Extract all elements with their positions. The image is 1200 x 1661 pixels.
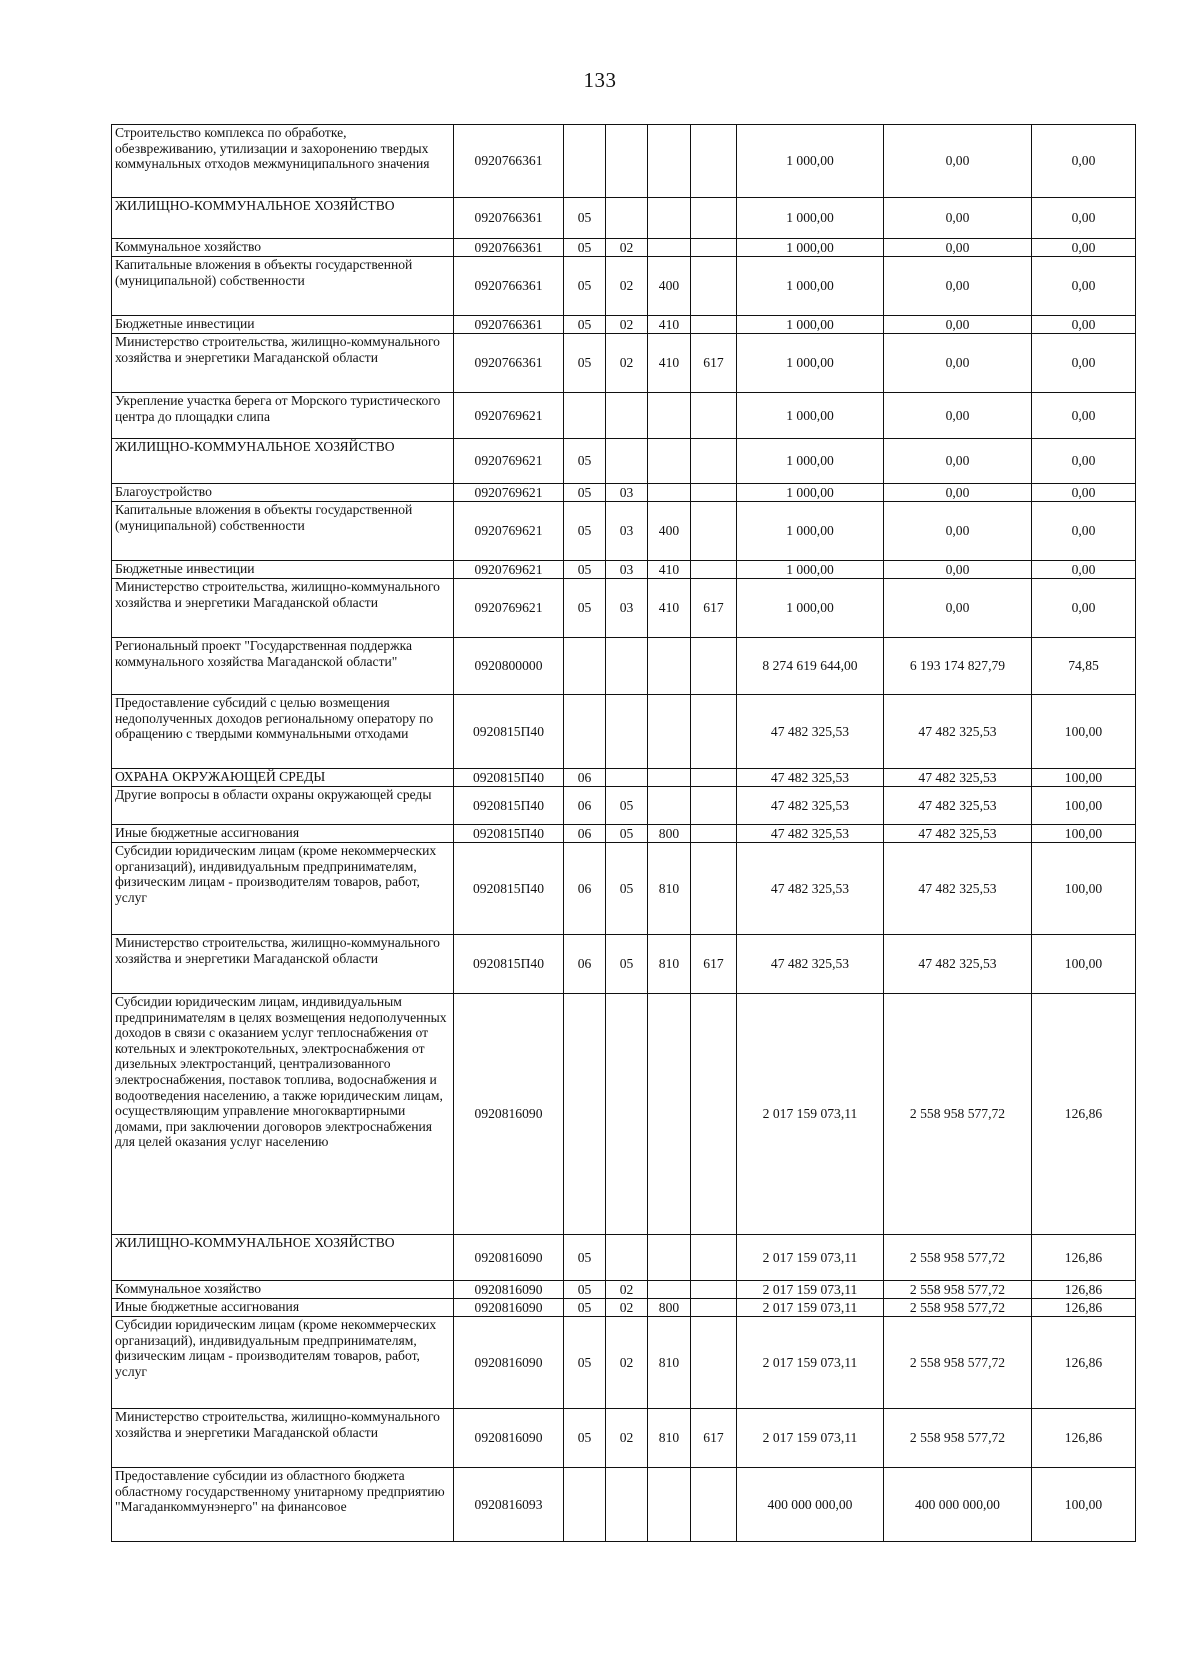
- row-code: 0920769621: [454, 393, 564, 439]
- table-row: [112, 935, 1136, 994]
- row-section: 06: [564, 787, 606, 825]
- row-name: Предоставление субсидии из областного бюджета областному государственному унитарному предприятию "Магаданкоммунэнерго" на финансовое: [112, 1468, 454, 1542]
- row-subsection: [606, 1235, 648, 1281]
- row-expense-type: [648, 239, 691, 257]
- row-percent: 100,00: [1032, 695, 1136, 769]
- row-grbs: [691, 843, 737, 935]
- row-code: 0920816090: [454, 1235, 564, 1281]
- row-plan-amount: 47 482 325,53: [737, 935, 884, 994]
- row-code: 0920766361: [454, 334, 564, 393]
- row-name: Министерство строительства, жилищно-коммунального хозяйства и энергетики Магаданской области: [112, 579, 454, 638]
- row-code: 0920769621: [454, 579, 564, 638]
- row-percent: 100,00: [1032, 1468, 1136, 1542]
- row-actual-amount: 47 482 325,53: [884, 825, 1032, 843]
- row-expense-type: 410: [648, 579, 691, 638]
- row-code: 0920816090: [454, 1299, 564, 1317]
- row-subsection: 03: [606, 502, 648, 561]
- table-row: [112, 257, 1136, 316]
- table-row: [112, 1468, 1136, 1542]
- row-section: 05: [564, 1235, 606, 1281]
- row-code: 0920769621: [454, 502, 564, 561]
- row-subsection: [606, 638, 648, 695]
- row-subsection: 02: [606, 1317, 648, 1409]
- row-percent: 100,00: [1032, 787, 1136, 825]
- row-percent: 0,00: [1032, 257, 1136, 316]
- row-name: Субсидии юридическим лицам (кроме некоммерческих организаций), индивидуальным предпринимателям, физическим лицам - производителям товаров, работ, услуг: [112, 843, 454, 935]
- row-expense-type: [648, 1468, 691, 1542]
- row-code: 0920815П40: [454, 787, 564, 825]
- row-code: 0920769621: [454, 484, 564, 502]
- row-grbs: 617: [691, 935, 737, 994]
- row-section: 06: [564, 935, 606, 994]
- table-row: [112, 695, 1136, 769]
- row-grbs: [691, 257, 737, 316]
- row-plan-amount: 47 482 325,53: [737, 825, 884, 843]
- row-subsection: 02: [606, 257, 648, 316]
- row-name: Субсидии юридическим лицам (кроме некоммерческих организаций), индивидуальным предпринимателям, физическим лицам - производителям товаров, работ, услуг: [112, 1317, 454, 1409]
- row-expense-type: 400: [648, 502, 691, 561]
- row-plan-amount: 2 017 159 073,11: [737, 1235, 884, 1281]
- table-row: [112, 561, 1136, 579]
- row-percent: 126,86: [1032, 1317, 1136, 1409]
- row-section: 05: [564, 579, 606, 638]
- row-section: 05: [564, 1281, 606, 1299]
- row-actual-amount: 0,00: [884, 125, 1032, 198]
- row-name: Иные бюджетные ассигнования: [112, 825, 454, 843]
- row-percent: 0,00: [1032, 316, 1136, 334]
- row-section: [564, 393, 606, 439]
- row-subsection: 03: [606, 579, 648, 638]
- table-row: [112, 994, 1136, 1235]
- row-grbs: [691, 484, 737, 502]
- row-name: Субсидии юридическим лицам, индивидуальным предпринимателям в целях возмещения недополученных доходов в связи с оказанием услуг теплоснабжения от котельных и электрокотельных, электроснабжения от дизельных электростанций, централизованного электроснабжения, поставок топлива, водоснабжения и водоотведения населению, а также юридическим лицам, осуществляющим управление многоквартирными домами, при заключении договоров электроснабжения для целей оказания услуг населению: [112, 994, 454, 1235]
- row-section: 06: [564, 843, 606, 935]
- row-grbs: [691, 1468, 737, 1542]
- row-actual-amount: 2 558 958 577,72: [884, 1299, 1032, 1317]
- table-row: [112, 579, 1136, 638]
- table-row: [112, 1317, 1136, 1409]
- row-percent: 0,00: [1032, 484, 1136, 502]
- row-expense-type: [648, 125, 691, 198]
- row-section: [564, 695, 606, 769]
- row-percent: 74,85: [1032, 638, 1136, 695]
- row-plan-amount: 1 000,00: [737, 125, 884, 198]
- row-section: 05: [564, 239, 606, 257]
- row-percent: 100,00: [1032, 843, 1136, 935]
- row-subsection: 05: [606, 935, 648, 994]
- row-name: Министерство строительства, жилищно-коммунального хозяйства и энергетики Магаданской области: [112, 935, 454, 994]
- row-actual-amount: 0,00: [884, 439, 1032, 484]
- row-subsection: 02: [606, 1281, 648, 1299]
- row-subsection: [606, 125, 648, 198]
- row-code: 0920815П40: [454, 843, 564, 935]
- row-expense-type: [648, 638, 691, 695]
- row-name: Министерство строительства, жилищно-коммунального хозяйства и энергетики Магаданской области: [112, 1409, 454, 1468]
- table-row: [112, 769, 1136, 787]
- row-subsection: [606, 393, 648, 439]
- row-actual-amount: 400 000 000,00: [884, 1468, 1032, 1542]
- row-expense-type: [648, 439, 691, 484]
- row-actual-amount: 0,00: [884, 239, 1032, 257]
- row-percent: 100,00: [1032, 935, 1136, 994]
- row-expense-type: [648, 695, 691, 769]
- row-actual-amount: 0,00: [884, 484, 1032, 502]
- row-percent: 126,86: [1032, 1235, 1136, 1281]
- row-name: Министерство строительства, жилищно-коммунального хозяйства и энергетики Магаданской области: [112, 334, 454, 393]
- row-grbs: [691, 994, 737, 1235]
- row-expense-type: 410: [648, 334, 691, 393]
- row-expense-type: [648, 393, 691, 439]
- row-expense-type: 810: [648, 935, 691, 994]
- row-plan-amount: 1 000,00: [737, 257, 884, 316]
- row-grbs: 617: [691, 579, 737, 638]
- row-expense-type: 410: [648, 561, 691, 579]
- row-actual-amount: 2 558 958 577,72: [884, 1235, 1032, 1281]
- row-plan-amount: 47 482 325,53: [737, 843, 884, 935]
- page-number: 133: [583, 68, 617, 92]
- row-percent: 0,00: [1032, 393, 1136, 439]
- row-subsection: [606, 769, 648, 787]
- row-percent: 0,00: [1032, 239, 1136, 257]
- row-plan-amount: 400 000 000,00: [737, 1468, 884, 1542]
- row-code: 0920816093: [454, 1468, 564, 1542]
- row-grbs: 617: [691, 1409, 737, 1468]
- row-expense-type: [648, 769, 691, 787]
- row-code: 0920815П40: [454, 769, 564, 787]
- row-subsection: [606, 695, 648, 769]
- row-section: [564, 994, 606, 1235]
- row-expense-type: 810: [648, 1317, 691, 1409]
- row-name: Коммунальное хозяйство: [112, 1281, 454, 1299]
- row-plan-amount: 1 000,00: [737, 579, 884, 638]
- row-grbs: [691, 1281, 737, 1299]
- row-expense-type: 800: [648, 825, 691, 843]
- row-actual-amount: 2 558 958 577,72: [884, 1409, 1032, 1468]
- row-name: ЖИЛИЩНО-КОММУНАЛЬНОЕ ХОЗЯЙСТВО: [112, 1235, 454, 1281]
- row-code: 0920769621: [454, 561, 564, 579]
- row-name: Коммунальное хозяйство: [112, 239, 454, 257]
- row-subsection: 02: [606, 239, 648, 257]
- row-code: 0920815П40: [454, 695, 564, 769]
- row-section: [564, 638, 606, 695]
- row-plan-amount: 2 017 159 073,11: [737, 1317, 884, 1409]
- row-percent: 0,00: [1032, 561, 1136, 579]
- row-section: 05: [564, 257, 606, 316]
- row-percent: 0,00: [1032, 502, 1136, 561]
- row-plan-amount: 1 000,00: [737, 439, 884, 484]
- table-row: [112, 125, 1136, 198]
- row-section: 05: [564, 439, 606, 484]
- row-grbs: [691, 316, 737, 334]
- row-subsection: 02: [606, 1409, 648, 1468]
- table-row: [112, 239, 1136, 257]
- row-plan-amount: 2 017 159 073,11: [737, 1281, 884, 1299]
- row-grbs: [691, 695, 737, 769]
- row-code: 0920815П40: [454, 825, 564, 843]
- row-percent: 100,00: [1032, 825, 1136, 843]
- row-grbs: [691, 393, 737, 439]
- row-name: Капитальные вложения в объекты государственной (муниципальной) собственности: [112, 502, 454, 561]
- row-plan-amount: 1 000,00: [737, 239, 884, 257]
- table-row: [112, 502, 1136, 561]
- row-plan-amount: 47 482 325,53: [737, 787, 884, 825]
- row-grbs: [691, 1235, 737, 1281]
- row-plan-amount: 1 000,00: [737, 393, 884, 439]
- row-subsection: [606, 994, 648, 1235]
- row-expense-type: [648, 994, 691, 1235]
- row-name: Бюджетные инвестиции: [112, 316, 454, 334]
- row-code: 0920800000: [454, 638, 564, 695]
- row-subsection: 02: [606, 1299, 648, 1317]
- row-percent: 0,00: [1032, 198, 1136, 239]
- row-actual-amount: 47 482 325,53: [884, 769, 1032, 787]
- row-subsection: 05: [606, 825, 648, 843]
- table-row: [112, 334, 1136, 393]
- row-name: Иные бюджетные ассигнования: [112, 1299, 454, 1317]
- row-section: 05: [564, 1317, 606, 1409]
- row-plan-amount: 2 017 159 073,11: [737, 1299, 884, 1317]
- row-plan-amount: 2 017 159 073,11: [737, 1409, 884, 1468]
- row-actual-amount: 0,00: [884, 502, 1032, 561]
- row-plan-amount: 1 000,00: [737, 561, 884, 579]
- row-grbs: [691, 502, 737, 561]
- row-name: Строительство комплекса по обработке, обезвреживанию, утилизации и захоронению твердых коммунальных отходов межмуниципального значения: [112, 125, 454, 198]
- row-expense-type: 410: [648, 316, 691, 334]
- row-actual-amount: 2 558 958 577,72: [884, 1281, 1032, 1299]
- row-grbs: [691, 638, 737, 695]
- row-code: 0920815П40: [454, 935, 564, 994]
- row-code: 0920816090: [454, 1409, 564, 1468]
- row-plan-amount: 47 482 325,53: [737, 769, 884, 787]
- row-section: 05: [564, 502, 606, 561]
- table-row: [112, 1299, 1136, 1317]
- row-percent: 0,00: [1032, 439, 1136, 484]
- row-subsection: 03: [606, 561, 648, 579]
- row-expense-type: [648, 198, 691, 239]
- table-row: [112, 787, 1136, 825]
- row-grbs: [691, 787, 737, 825]
- row-grbs: [691, 561, 737, 579]
- row-percent: 126,86: [1032, 994, 1136, 1235]
- row-plan-amount: 1 000,00: [737, 334, 884, 393]
- row-name: ЖИЛИЩНО-КОММУНАЛЬНОЕ ХОЗЯЙСТВО: [112, 198, 454, 239]
- row-section: 05: [564, 1299, 606, 1317]
- row-section: 05: [564, 561, 606, 579]
- table-row: [112, 484, 1136, 502]
- row-grbs: [691, 1299, 737, 1317]
- row-actual-amount: 0,00: [884, 257, 1032, 316]
- row-code: 0920766361: [454, 239, 564, 257]
- row-section: [564, 1468, 606, 1542]
- row-plan-amount: 2 017 159 073,11: [737, 994, 884, 1235]
- row-name: Бюджетные инвестиции: [112, 561, 454, 579]
- row-actual-amount: 2 558 958 577,72: [884, 994, 1032, 1235]
- table-row: [112, 393, 1136, 439]
- row-grbs: [691, 439, 737, 484]
- table-row: [112, 198, 1136, 239]
- row-actual-amount: 47 482 325,53: [884, 843, 1032, 935]
- row-subsection: 03: [606, 484, 648, 502]
- row-subsection: 02: [606, 334, 648, 393]
- row-section: 05: [564, 316, 606, 334]
- row-subsection: [606, 1468, 648, 1542]
- table-row: [112, 439, 1136, 484]
- row-percent: 0,00: [1032, 125, 1136, 198]
- row-percent: 126,86: [1032, 1409, 1136, 1468]
- row-code: 0920769621: [454, 439, 564, 484]
- row-code: 0920816090: [454, 1281, 564, 1299]
- row-subsection: [606, 198, 648, 239]
- row-actual-amount: 0,00: [884, 334, 1032, 393]
- row-section: [564, 125, 606, 198]
- row-name: Другие вопросы в области охраны окружающей среды: [112, 787, 454, 825]
- row-actual-amount: 0,00: [884, 561, 1032, 579]
- row-plan-amount: 1 000,00: [737, 484, 884, 502]
- row-subsection: 02: [606, 316, 648, 334]
- row-grbs: [691, 198, 737, 239]
- row-expense-type: 810: [648, 843, 691, 935]
- row-plan-amount: 8 274 619 644,00: [737, 638, 884, 695]
- budget-table: [111, 124, 1136, 1542]
- row-expense-type: 400: [648, 257, 691, 316]
- row-code: 0920766361: [454, 257, 564, 316]
- row-grbs: [691, 125, 737, 198]
- row-section: 06: [564, 825, 606, 843]
- row-section: 05: [564, 198, 606, 239]
- row-actual-amount: 47 482 325,53: [884, 695, 1032, 769]
- row-actual-amount: 0,00: [884, 316, 1032, 334]
- table-row: [112, 1409, 1136, 1468]
- row-percent: 0,00: [1032, 334, 1136, 393]
- row-actual-amount: 6 193 174 827,79: [884, 638, 1032, 695]
- row-code: 0920816090: [454, 1317, 564, 1409]
- row-code: 0920766361: [454, 198, 564, 239]
- table-row: [112, 638, 1136, 695]
- row-code: 0920766361: [454, 316, 564, 334]
- row-actual-amount: 2 558 958 577,72: [884, 1317, 1032, 1409]
- row-name: Укрепление участка берега от Морского туристического центра до площадки слипа: [112, 393, 454, 439]
- row-subsection: 05: [606, 787, 648, 825]
- row-expense-type: [648, 1281, 691, 1299]
- row-grbs: [691, 769, 737, 787]
- row-plan-amount: 1 000,00: [737, 198, 884, 239]
- row-grbs: [691, 825, 737, 843]
- table-row: [112, 825, 1136, 843]
- row-name: ОХРАНА ОКРУЖАЮЩЕЙ СРЕДЫ: [112, 769, 454, 787]
- row-section: 06: [564, 769, 606, 787]
- row-percent: 126,86: [1032, 1281, 1136, 1299]
- row-actual-amount: 0,00: [884, 579, 1032, 638]
- row-actual-amount: 47 482 325,53: [884, 787, 1032, 825]
- row-expense-type: 810: [648, 1409, 691, 1468]
- row-name: Предоставление субсидий с целью возмещения недополученных доходов региональному оператору по обращению с твердыми коммунальными отходами: [112, 695, 454, 769]
- table-row: [112, 1235, 1136, 1281]
- row-name: ЖИЛИЩНО-КОММУНАЛЬНОЕ ХОЗЯЙСТВО: [112, 439, 454, 484]
- row-name: Капитальные вложения в объекты государственной (муниципальной) собственности: [112, 257, 454, 316]
- row-code: 0920766361: [454, 125, 564, 198]
- row-percent: 126,86: [1032, 1299, 1136, 1317]
- row-section: 05: [564, 334, 606, 393]
- row-grbs: [691, 1317, 737, 1409]
- row-section: 05: [564, 1409, 606, 1468]
- table-row: [112, 1281, 1136, 1299]
- row-actual-amount: 0,00: [884, 393, 1032, 439]
- row-expense-type: 800: [648, 1299, 691, 1317]
- row-section: 05: [564, 484, 606, 502]
- row-plan-amount: 47 482 325,53: [737, 695, 884, 769]
- row-expense-type: [648, 1235, 691, 1281]
- row-subsection: [606, 439, 648, 484]
- row-percent: 0,00: [1032, 579, 1136, 638]
- row-expense-type: [648, 787, 691, 825]
- row-actual-amount: 47 482 325,53: [884, 935, 1032, 994]
- row-expense-type: [648, 484, 691, 502]
- row-code: 0920816090: [454, 994, 564, 1235]
- row-subsection: 05: [606, 843, 648, 935]
- row-grbs: [691, 239, 737, 257]
- row-plan-amount: 1 000,00: [737, 316, 884, 334]
- table-row: [112, 843, 1136, 935]
- row-name: Благоустройство: [112, 484, 454, 502]
- row-grbs: 617: [691, 334, 737, 393]
- row-actual-amount: 0,00: [884, 198, 1032, 239]
- table-row: [112, 316, 1136, 334]
- row-plan-amount: 1 000,00: [737, 502, 884, 561]
- row-percent: 100,00: [1032, 769, 1136, 787]
- row-name: Региональный проект "Государственная поддержка коммунального хозяйства Магаданской области": [112, 638, 454, 695]
